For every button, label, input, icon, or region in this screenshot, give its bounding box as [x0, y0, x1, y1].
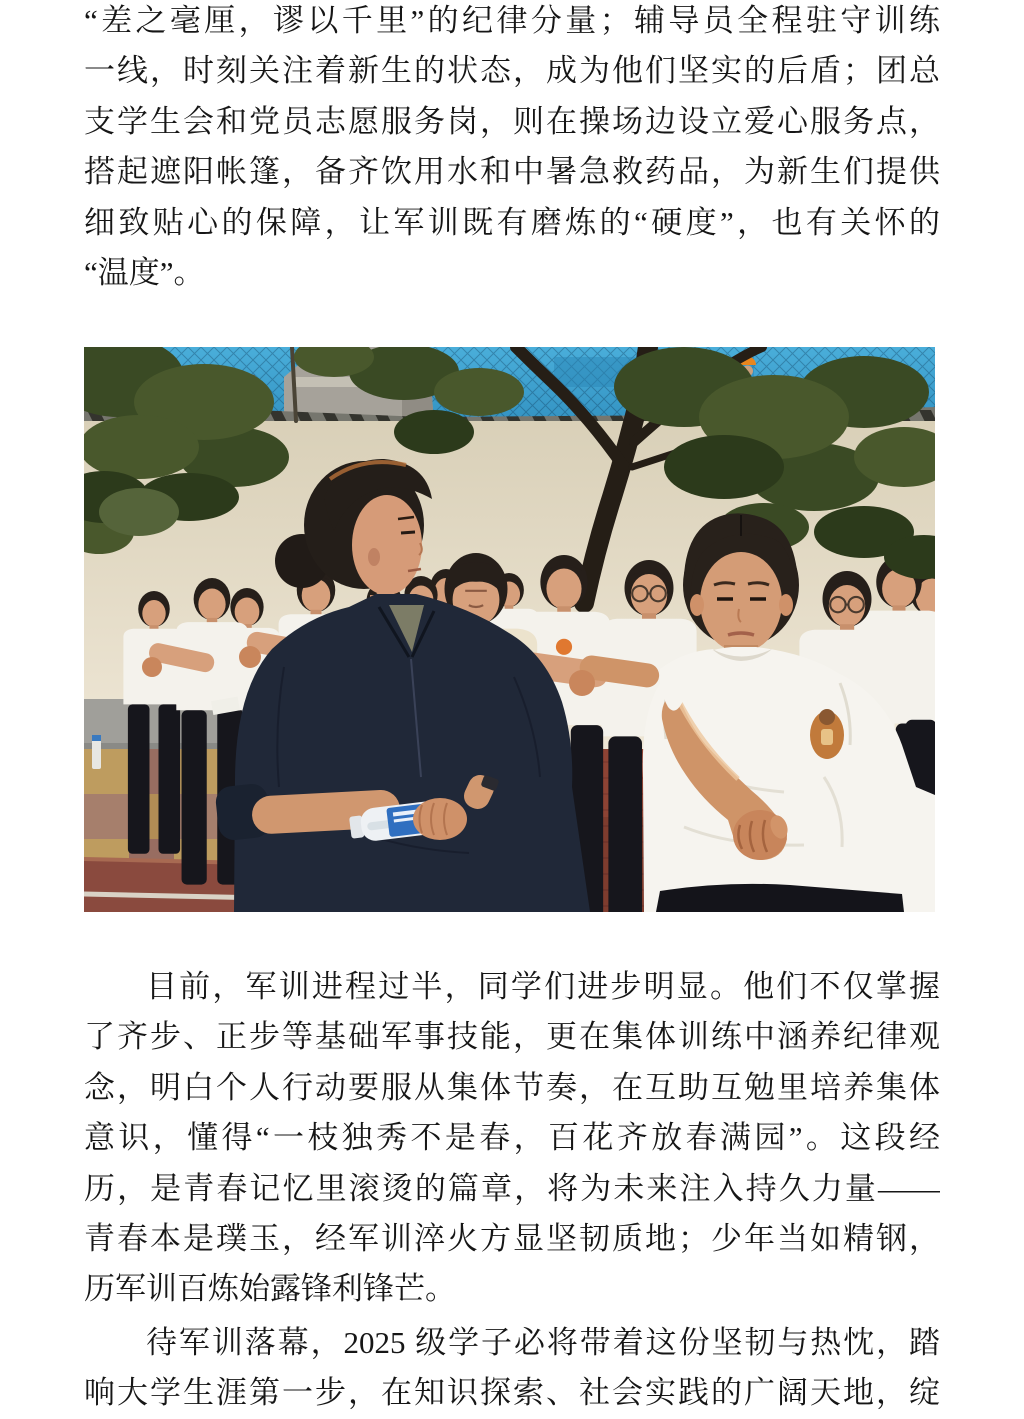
text-line: 一线，时刻关注着新生的状态，成为他们坚实的后盾；团总 — [84, 53, 940, 89]
text-line: 历军训百炼始露锋利锋芒。 — [84, 1271, 456, 1307]
text-line: 搭起遮阳帐篷，备齐饮用水和中暑急救药品，为新生们提供 — [84, 154, 940, 190]
text-line: 待军训落幕，2025 级学子必将带着这份坚韧与热忱，踏 — [146, 1324, 940, 1360]
paragraph-2 — [84, 962, 940, 1315]
text-line: 支学生会和党员志愿服务岗，则在操场边设立爱心服务点， — [84, 103, 940, 139]
paragraph-3 — [84, 1318, 940, 1419]
shirt-logo — [556, 639, 572, 655]
text-line: 历，是青春记忆里滚烫的篇章，将为未来注入持久力量—— — [84, 1170, 940, 1206]
text-line: 意识，懂得“一枝独秀不是春，百花齐放春满园”。这段经 — [84, 1120, 940, 1156]
military-training-photo — [84, 347, 935, 912]
text-line: 念，明白个人行动要服从集体节奏，在互助互勉里培养集体 — [84, 1069, 940, 1105]
text-line: 青春本是璞玉，经军训淬火方显坚韧质地；少年当如精钢， — [84, 1220, 940, 1256]
text-line: “差之毫厘，谬以千里”的纪律分量；辅导员全程驻守训练 — [84, 3, 940, 38]
text-line: “温度”。 — [84, 254, 205, 290]
paragraph-1 — [84, 0, 940, 298]
text-line: 目前，军训进程过半，同学们进步明显。他们不仅掌握 — [146, 968, 940, 1004]
text-line: 响大学生涯第一步，在知识探索、社会实践的广阔天地，绽 — [84, 1375, 940, 1411]
text-line: 细致贴心的保障，让军训既有磨炼的“硬度”，也有关怀的 — [84, 204, 940, 240]
text-line: 了齐步、正步等基础军事技能，更在集体训练中涵养纪律观 — [84, 1019, 940, 1055]
